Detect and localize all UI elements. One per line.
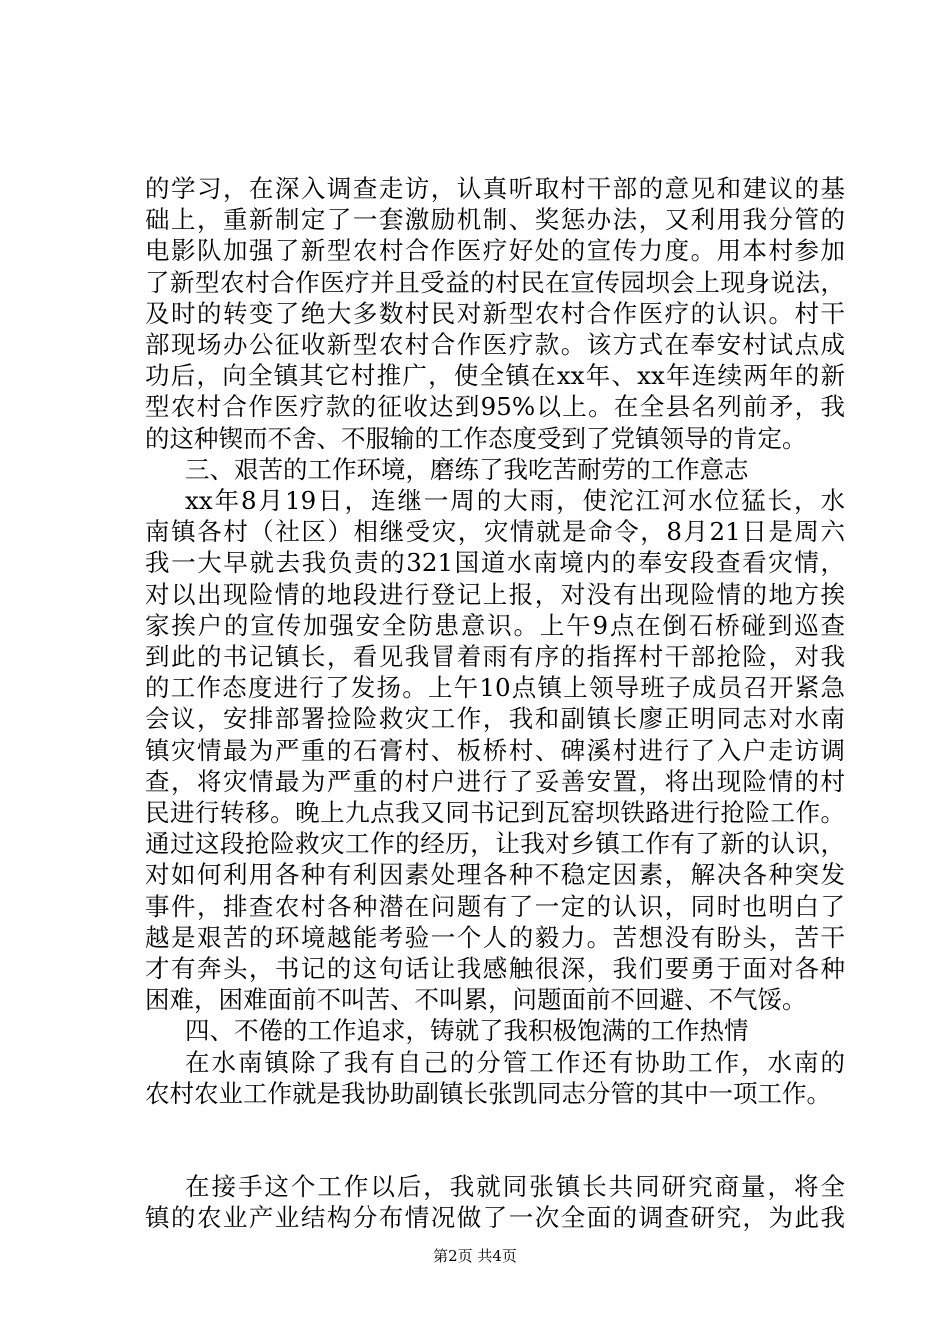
- text-line: 功后，向全镇其它村推广，使全镇在xx年、xx年连续两年的新: [145, 361, 845, 391]
- text-line: 在接手这个工作以后，我就同张镇长共同研究商量，将全: [185, 1172, 845, 1202]
- text-line: 才有奔头，书记的这句话让我感触很深，我们要勇于面对各种: [145, 954, 845, 984]
- text-line: 部现场办公征收新型农村合作医疗款。该方式在奉安村试点成: [145, 330, 845, 360]
- text-line: 事件，排查农村各种潜在问题有了一定的认识，同时也明白了: [145, 891, 845, 921]
- text-line: 了新型农村合作医疗并且受益的村民在宣传园坝会上现身说法，: [145, 267, 845, 297]
- text-line: 查，将灾情最为严重的村户进行了妥善安置，将出现险情的村: [145, 766, 845, 796]
- text-line: 家挨户的宣传加强安全防患意识。上午9点在倒石桥碰到巡查: [145, 610, 845, 640]
- text-line: 的工作态度进行了发扬。上午10点镇上领导班子成员召开紧急: [145, 673, 845, 703]
- text-line: 对如何利用各种有利因素处理各种不稳定因素，解决各种突发: [145, 860, 845, 890]
- text-line: xx年8月19日，连继一周的大雨，使沱江河水位猛长，水: [185, 486, 845, 516]
- text-line: 民进行转移。晚上九点我又同书记到瓦窑坝铁路进行抢险工作。: [145, 798, 845, 828]
- text-line: 的学习，在深入调查走访，认真听取村干部的意见和建议的基: [145, 174, 845, 203]
- text-line: 南镇各村（社区）相继受灾，灾情就是命令，8月21日是周六: [145, 517, 845, 547]
- text-line: 农村农业工作就是我协助副镇长张凯同志分管的其中一项工作。: [145, 1078, 831, 1108]
- text-line: 我一大早就去我负责的321国道水南境内的奉安段查看灾情，: [145, 548, 845, 578]
- text-line: 的这种锲而不舍、不服输的工作态度受到了党镇领导的肯定。: [145, 423, 807, 453]
- text-line: 型农村合作医疗款的征收达到95%以上。在全县名列前矛，我: [145, 392, 845, 422]
- text-line: 础上，重新制定了一套激励机制、奖惩办法，又利用我分管的: [145, 205, 845, 235]
- document-body: [145, 173, 845, 1234]
- text-line: 镇的农业产业结构分布情况做了一次全面的调查研究，为此我: [145, 1203, 845, 1233]
- text-line: 会议，安排部署捡险救灾工作，我和副镇长廖正明同志对水南: [145, 704, 845, 734]
- text-line: 困难，困难面前不叫苦、不叫累，问题面前不回避、不气馁。: [145, 985, 807, 1015]
- page-footer: 第2页 共4页: [433, 1247, 517, 1265]
- section-heading: 四、不倦的工作追求，铸就了我积极饱满的工作热情: [185, 1016, 749, 1046]
- text-line: 对以出现险情的地段进行登记上报，对没有出现险情的地方挨: [145, 579, 845, 609]
- text-line: 越是艰苦的环境越能考验一个人的毅力。苦想没有盼头，苦干: [145, 922, 845, 952]
- text-line: 在水南镇除了我有自己的分管工作还有协助工作，水南的: [185, 1047, 845, 1077]
- text-line: 到此的书记镇长，看见我冒着雨有序的指挥村干部抢险，对我: [145, 642, 845, 672]
- section-heading: 三、艰苦的工作环境，磨练了我吃苦耐劳的工作意志: [185, 454, 749, 484]
- text-line: 电影队加强了新型农村合作医疗好处的宣传力度。用本村参加: [145, 236, 845, 266]
- paragraph-gap: [145, 1109, 845, 1171]
- text-line: 镇灾情最为严重的石膏村、板桥村、碑溪村进行了入户走访调: [145, 735, 845, 765]
- text-line: 及时的转变了绝大多数村民对新型农村合作医疗的认识。村干: [145, 298, 845, 328]
- text-line: 通过这段抢险救灾工作的经历，让我对乡镇工作有了新的认识，: [145, 829, 845, 859]
